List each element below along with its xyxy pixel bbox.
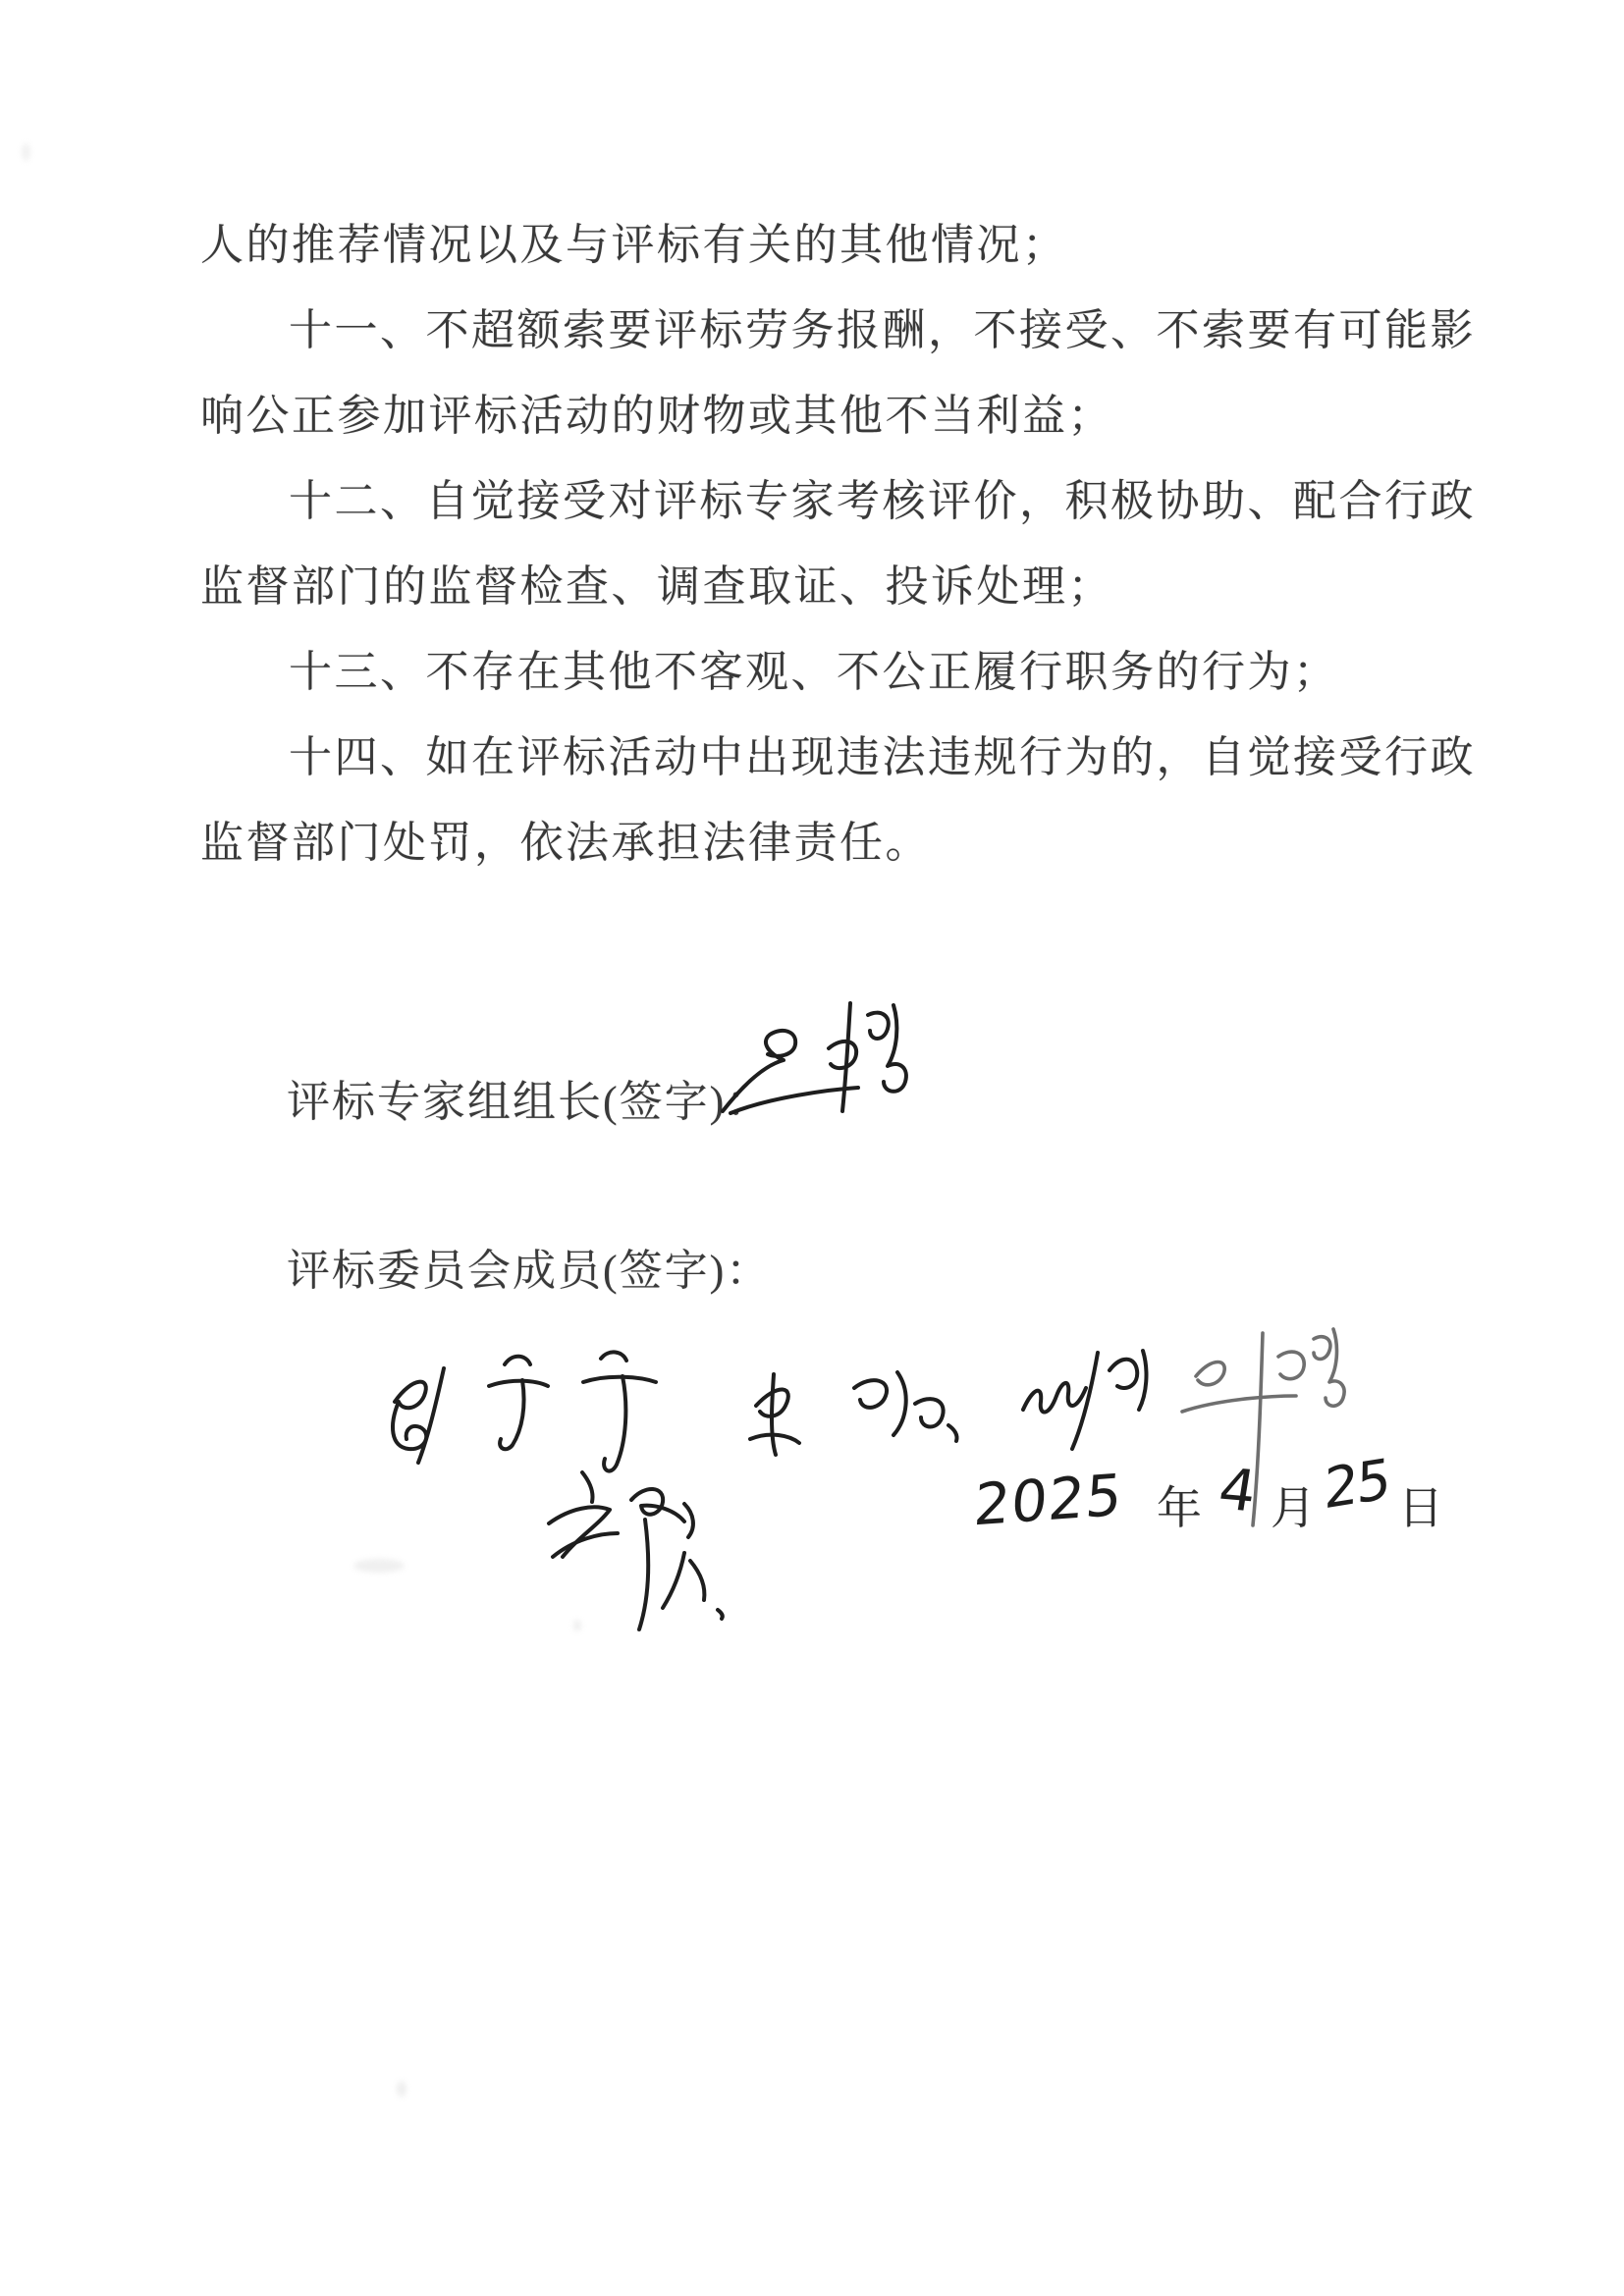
text-line: 响公正参加评标活动的财物或其他不当利益； [200,392,1113,440]
date-month-value: 4 [1214,1455,1262,1525]
scan-smudge [22,143,30,161]
date-day-unit: 日 [1398,1483,1443,1533]
date-line [971,1447,1485,1578]
text-line: 人的推荐情况以及与评标有关的其他情况； [200,221,1068,269]
text-line: 监督部门的监督检查、调查取证、投诉处理； [200,562,1113,611]
signature-ink [738,1357,989,1469]
date-day-value: 25 [1323,1447,1390,1522]
leader-signature [711,995,922,1133]
member-signature-1 [379,1343,683,1480]
members-signature-label: 评标委员会成员(签字)： [287,1247,772,1295]
text-line: 十四、如在评标活动中出现违法违规行为的，自觉接受行政 [289,733,1476,781]
text-line: 监督部门处罚，依法承担法律责任。 [200,819,931,867]
date-year-unit: 年 [1157,1483,1202,1533]
date-month-unit: 月 [1271,1483,1316,1533]
signature-ink [379,1343,683,1480]
text-line: 十三、不存在其他不客观、不公正履行职务的行为； [289,648,1339,696]
leader-signature-label: 评标专家组组长(签字)： [287,1078,772,1126]
member-signature-3 [1015,1327,1167,1460]
date-year-value: 2025 [971,1461,1125,1539]
signature-ink [535,1463,751,1639]
text-line: 十一、不超额索要评标劳务报酬，不接受、不索要有可能影 [289,306,1476,354]
text-line: 十二、自觉接受对评标专家考核评价，积极协助、配合行政 [289,477,1476,525]
signature-ink [1015,1327,1167,1460]
scan-smudge [353,1559,405,1573]
declaration-text [200,202,1476,885]
member-signature-2 [738,1357,989,1469]
scan-smudge [397,2081,406,2097]
member-signature-5 [535,1463,751,1639]
scan-smudge [573,1620,581,1631]
signature-ink [711,995,922,1133]
